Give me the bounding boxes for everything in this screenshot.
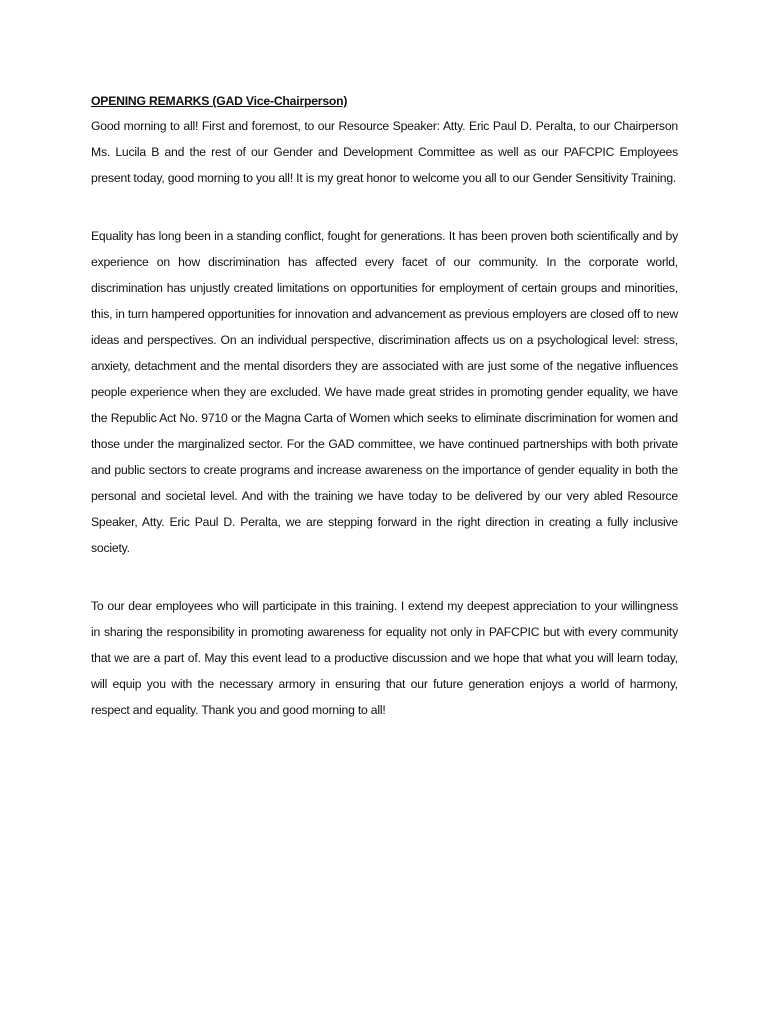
paragraph-equality: Equality has long been in a standing conflict, fought for generations. It has been proven both scientifically and by experience on how discrimination has affected every facet of our community. In the corporate world, discrimination has unjustly created limitations on opportunities for employment of certain groups and minorities, this, in turn hampered opportunities for innovation and advancement as previous employers are closed off to new ideas and perspectives. On an individual perspective, discrimination affects us on a psychological level: stress, anxiety, detachment and the mental disorders they are associated with are just some of the negative influences people experience when they are excluded. We have made great strides in promoting gender equality, we have the Republic Act No. 9710 or the Magna Carta of Women which seeks to eliminate discrimination for women and those under the marginalized sector. For the GAD committee, we have continued partnerships with both private and public sectors to create programs and increase awareness on the importance of gender equality in both the personal and societal level. And with the training we have today to be delivered by our very abled Resource Speaker, Atty. Eric Paul D. Peralta, we are stepping forward in the right direction in creating a fully inclusive society. (91, 229, 678, 555)
document-page (91, 92, 678, 723)
paragraph-gap (91, 561, 678, 593)
paragraph-welcome: Good morning to all! First and foremost, to our Resource Speaker: Atty. Eric Paul D. Peralta, to our Chairperson Ms. Lucila B and the rest of our Gender and Development Committee as well as our PAFCPIC Employees present today, good morning to you all! It is my great honor to welcome you all to our Gender Sensitivity Training. (91, 119, 678, 185)
document-heading: OPENING REMARKS (GAD Vice-Chairperson) (91, 94, 348, 108)
paragraph-gap (91, 191, 678, 223)
paragraph-closing: To our dear employees who will participate in this training. I extend my deepest appreciation to your willingness in sharing the responsibility in promoting awareness for equality not only in PAFCPIC but with every community that we are a part of. May this event lead to a productive discussion and we hope that what you will learn today, will equip you with the necessary armory in ensuring that our future generation enjoys a world of harmony, respect and equality. Thank you and good morning to all! (91, 599, 678, 717)
